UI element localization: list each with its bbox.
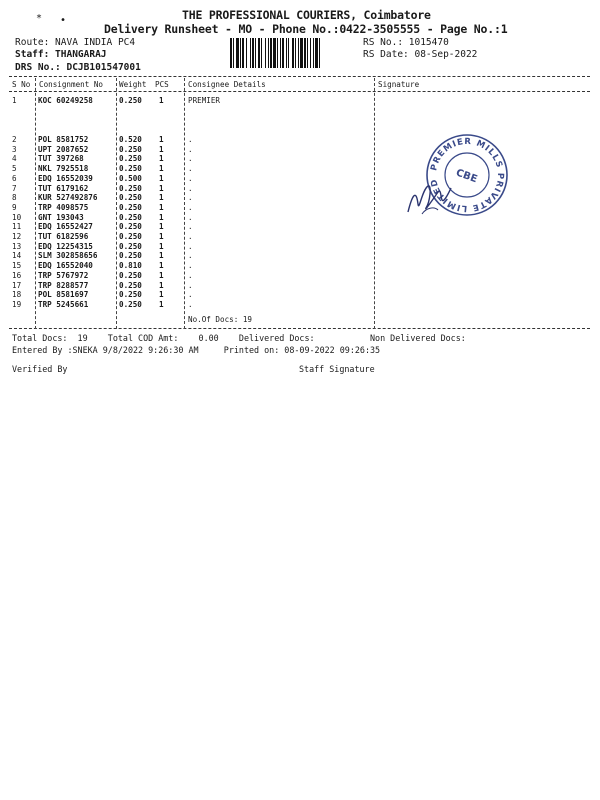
cell-pcs: 1	[159, 144, 164, 154]
cell-consignment: KOC 60249258	[38, 96, 93, 105]
barcode-bar	[255, 38, 256, 68]
cell-consignment: TRP 4098575	[38, 202, 89, 212]
barcode-bar	[310, 38, 311, 68]
barcode-bar	[300, 38, 303, 68]
cell-consignment: NKL 7925518	[38, 164, 89, 174]
cell-pcs: 1	[159, 202, 164, 212]
cell-sno: 5	[12, 164, 17, 174]
cell-details: .	[188, 241, 193, 251]
cell-pcs: 1	[159, 290, 164, 300]
cell-pcs: 1	[159, 222, 164, 232]
cell-consignment: EDQ 12254315	[38, 241, 93, 251]
col-header-consignee: Consignee Details	[188, 80, 266, 89]
cell-pcs: 1	[159, 173, 164, 183]
no-of-docs: No.Of Docs: 19	[188, 315, 253, 324]
barcode-bar	[242, 38, 244, 68]
cell-consignment: POL 8581697	[38, 290, 89, 300]
barcode-bar	[233, 38, 234, 68]
cell-sno: 11	[12, 222, 22, 232]
cell-sno: 4	[12, 154, 17, 164]
barcode-bar	[307, 38, 308, 68]
cell-consignment: TRP 8288577	[38, 280, 89, 290]
col-header-sno: S No	[12, 80, 31, 89]
cell-weight: 0.250	[119, 232, 142, 241]
barcode-bar	[258, 38, 260, 68]
cell-details: .	[188, 144, 193, 154]
cell-details: .	[188, 164, 193, 174]
barcode-bar	[240, 38, 241, 68]
cell-details: .	[188, 154, 193, 164]
cell-pcs: 1	[159, 164, 164, 174]
cell-pcs: 1	[159, 96, 164, 105]
barcode-bar	[250, 38, 251, 68]
asterisk-mark: *	[36, 13, 43, 24]
barcode-bar	[261, 38, 262, 68]
cell-consignment: POL 8581752	[38, 135, 89, 144]
column-divider	[116, 78, 117, 329]
cell-pcs: 1	[159, 280, 164, 290]
cell-pcs: 1	[159, 212, 164, 222]
col-header-pcs: PCS	[155, 80, 169, 89]
cell-weight: 0.250	[119, 270, 142, 280]
cell-pcs: 1	[159, 299, 164, 309]
cell-weight: 0.810	[119, 261, 142, 271]
cell-details: .	[188, 232, 193, 241]
cell-sno: 18	[12, 290, 22, 300]
barcode-bar	[280, 38, 281, 68]
cell-pcs: 1	[159, 261, 164, 271]
cell-pcs: 1	[159, 154, 164, 164]
cell-sno: 9	[12, 202, 17, 212]
cell-details: .	[188, 173, 193, 183]
cell-weight: 0.250	[119, 280, 142, 290]
barcode-bar	[298, 38, 299, 68]
column-divider	[374, 78, 375, 329]
barcode-bar	[295, 38, 296, 68]
cell-consignment: EDQ 16552427	[38, 222, 93, 232]
route-text: Route: NAVA INDIA PC4	[15, 37, 136, 48]
barcode-bar	[288, 38, 289, 68]
cell-details: .	[188, 212, 193, 222]
cell-details: .	[188, 280, 193, 290]
cell-sno: 7	[12, 183, 17, 193]
cell-details: .	[188, 290, 193, 300]
rs-date: RS Date: 08-Sep-2022	[363, 49, 478, 60]
entered-line: Entered By :SNEKA 9/8/2022 9:26:30 AM Printed on: 08-09-2022 09:26:35	[12, 345, 381, 355]
cell-pcs: 1	[159, 232, 164, 241]
runsheet-title: Delivery Runsheet - MO - Phone No.:0422-3505555 - Page No.:1	[104, 22, 508, 36]
cell-sno: 14	[12, 251, 22, 261]
cell-consignment: GNT 193043	[38, 212, 84, 222]
cell-consignment: TRP 5245661	[38, 299, 89, 309]
barcode-bar	[230, 38, 232, 68]
col-header-weight: Weight	[119, 80, 147, 89]
rs-number: RS No.: 1015470	[363, 37, 449, 48]
barcode-bar	[268, 38, 269, 68]
stamp-ring-text: PREMIER MILLS PRIVATE LIMITED	[429, 136, 506, 214]
barcode-bar	[265, 38, 266, 68]
cell-sno: 15	[12, 261, 22, 271]
cell-pcs: 1	[159, 135, 164, 144]
barcode-bar	[273, 38, 276, 68]
barcode-bar	[246, 38, 247, 68]
cell-weight: 0.250	[119, 193, 142, 203]
column-divider	[184, 78, 185, 329]
cell-sno: 8	[12, 193, 17, 203]
cell-details: PREMIER	[188, 96, 221, 105]
cell-weight: 0.250	[119, 183, 142, 193]
cell-weight: 0.250	[119, 154, 142, 164]
barcode-bar	[270, 38, 272, 68]
cell-consignment: UPT 2087652	[38, 144, 89, 154]
staff-signature-label: Staff Signature	[299, 364, 375, 374]
cell-pcs: 1	[159, 241, 164, 251]
cell-sno: 17	[12, 280, 22, 290]
cell-sno: 2	[12, 135, 17, 144]
cell-sno: 19	[12, 299, 22, 309]
cell-sno: 6	[12, 173, 17, 183]
cell-details: .	[188, 202, 193, 212]
staff-text: Staff: THANGARAJ	[15, 49, 107, 60]
cell-pcs: 1	[159, 183, 164, 193]
barcode-bar	[292, 38, 294, 68]
cell-weight: 0.250	[119, 299, 142, 309]
cell-sno: 12	[12, 232, 22, 241]
barcode	[230, 38, 358, 68]
cell-pcs: 1	[159, 193, 164, 203]
stamp-center-text: CBE	[454, 167, 479, 186]
cell-details: .	[188, 299, 193, 309]
cell-consignment: EDQ 16552040	[38, 261, 93, 271]
cell-details: .	[188, 222, 193, 232]
cell-details: .	[188, 135, 193, 144]
cell-weight: 0.250	[119, 144, 142, 154]
cell-weight: 0.500	[119, 173, 142, 183]
cell-details: .	[188, 261, 193, 271]
barcode-bar	[277, 38, 278, 68]
cell-consignment: EDQ 16552039	[38, 173, 93, 183]
cell-details: .	[188, 270, 193, 280]
cell-weight: 0.250	[119, 164, 142, 174]
cell-consignment: KUR 527492876	[38, 193, 98, 203]
cell-sno: 10	[12, 212, 22, 222]
barcode-bar	[236, 38, 239, 68]
totals-line: Total Docs: 19 Total COD Amt: 0.00 Delivered Docs: Non Delivered Docs:	[12, 333, 466, 343]
cell-sno: 1	[12, 96, 17, 105]
col-header-signature: Signature	[378, 80, 420, 89]
table-header-rule	[9, 91, 590, 92]
barcode-bar	[286, 38, 287, 68]
verified-by-label: Verified By	[12, 364, 68, 374]
barcode-bar	[319, 38, 320, 68]
barcode-bar	[252, 38, 254, 68]
col-header-consignment: Consignment No	[39, 80, 104, 89]
cell-consignment: TUT 6179162	[38, 183, 89, 193]
barcode-bar	[313, 38, 314, 68]
cell-weight: 0.250	[119, 212, 142, 222]
cell-consignment: TRP 5767972	[38, 270, 89, 280]
cell-consignment: TUT 397268	[38, 154, 84, 164]
drs-number: DRS No.: DCJB101547001	[15, 62, 141, 73]
cell-pcs: 1	[159, 270, 164, 280]
table-top-rule	[9, 76, 590, 77]
signature-mark	[404, 178, 454, 220]
cell-details: .	[188, 183, 193, 193]
cell-sno: 16	[12, 270, 22, 280]
column-divider	[35, 78, 36, 329]
cell-weight: 0.250	[119, 222, 142, 232]
barcode-bar	[315, 38, 318, 68]
cell-weight: 0.250	[119, 241, 142, 251]
cell-details: .	[188, 251, 193, 261]
cell-consignment: SLM 302858656	[38, 251, 98, 261]
barcode-bar	[304, 38, 306, 68]
cell-sno: 13	[12, 241, 22, 251]
cell-weight: 0.250	[119, 251, 142, 261]
cell-consignment: TUT 6182596	[38, 232, 89, 241]
cell-weight: 0.250	[119, 202, 142, 212]
company-title: THE PROFESSIONAL COURIERS, Coimbatore	[182, 8, 431, 22]
cell-details: .	[188, 193, 193, 203]
cell-sno: 3	[12, 144, 17, 154]
cell-weight: 0.250	[119, 290, 142, 300]
cell-weight: 0.250	[119, 96, 142, 105]
bullet-mark: •	[60, 15, 67, 26]
barcode-bar	[282, 38, 284, 68]
table-bottom-rule	[9, 328, 590, 329]
cell-pcs: 1	[159, 251, 164, 261]
cell-weight: 0.520	[119, 135, 142, 144]
